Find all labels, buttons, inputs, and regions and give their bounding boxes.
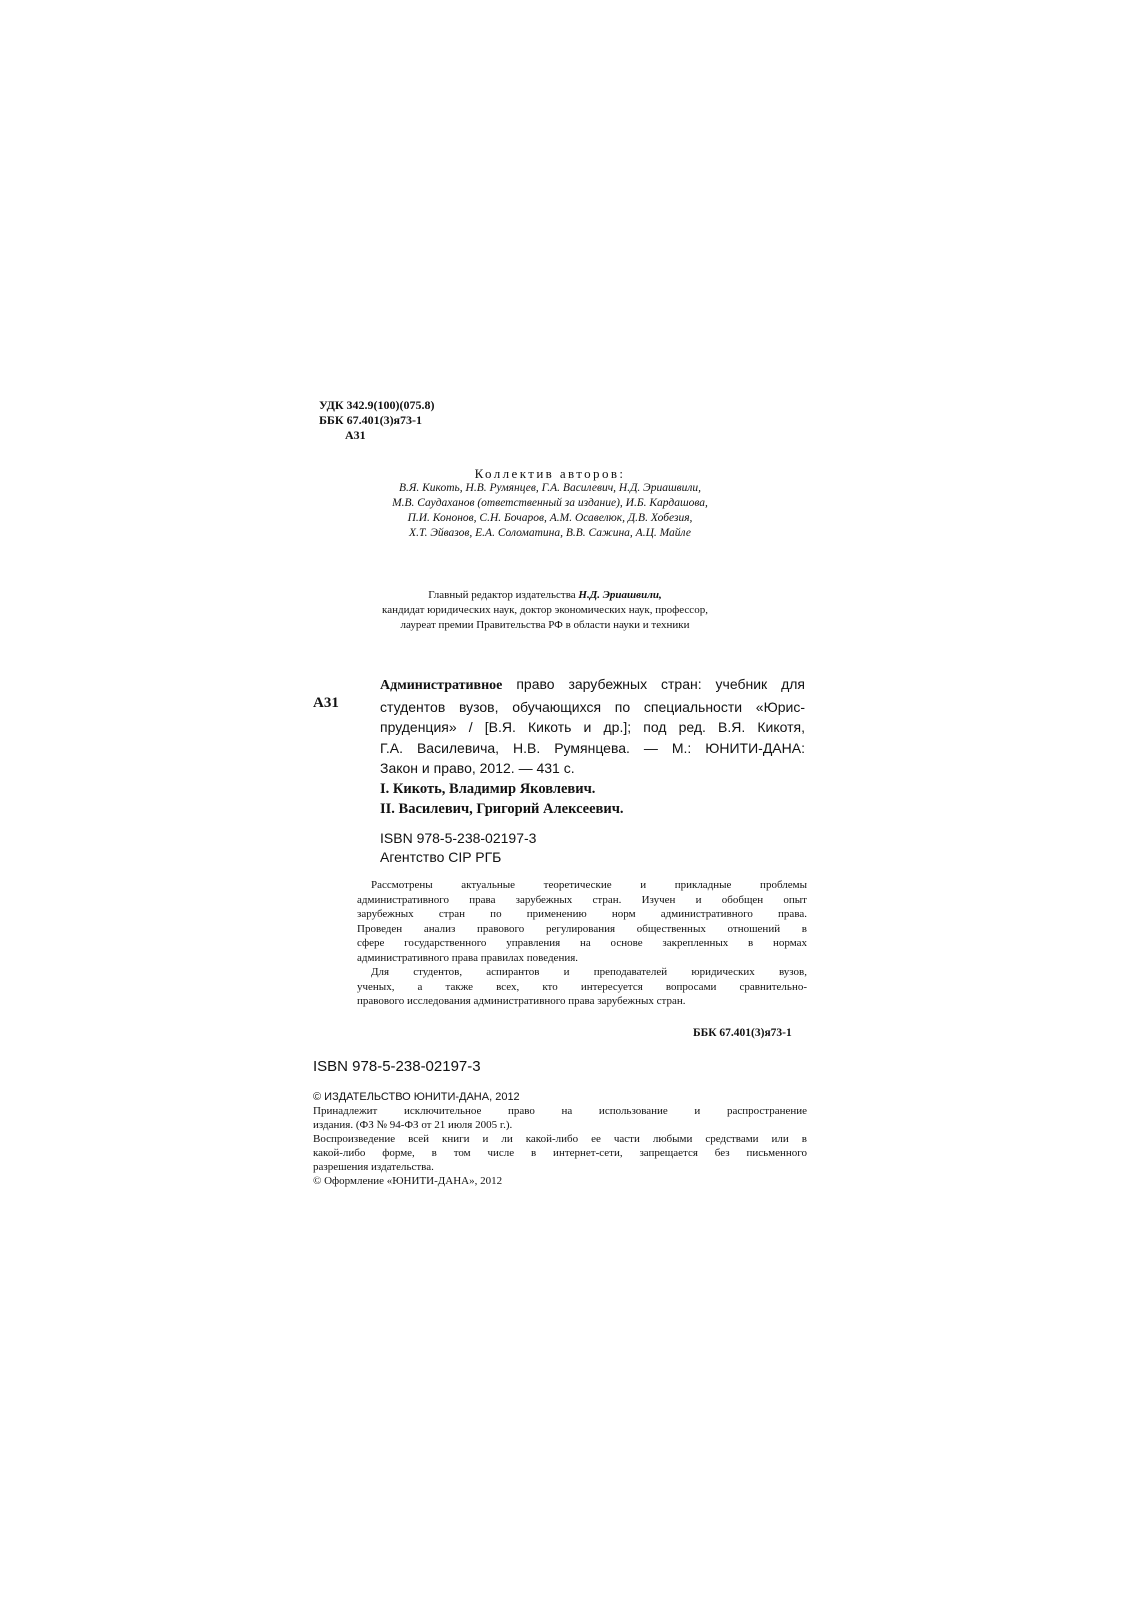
isbn-agency-block [380, 829, 536, 867]
copyright-publisher: © ИЗДАТЕЛЬСТВО ЮНИТИ-ДАНА, 2012 [313, 1091, 520, 1103]
copyright-line: издания. (ФЗ № 94-ФЗ от 21 июля 2005 г.). [313, 1119, 513, 1131]
authors-heading: Коллектив авторов: [474, 466, 626, 481]
annotation-line: сфере государственного управления на основе закрепленных в нормах [357, 937, 807, 949]
copyright-design: © Оформление «ЮНИТИ-ДАНА», 2012 [313, 1175, 503, 1187]
bib-line: пруденция» / [В.Я. Кикоть и др.]; под ред. В.Я. Кикотя, [380, 719, 805, 735]
authors-line: П.И. Кононов, С.Н. Бочаров, А.М. Осавелюк, Д.В. Хобезия, [407, 512, 693, 524]
copyright-line: Воспроизведение всей книги и ли какой-либо ее части любыми средствами или в [313, 1133, 807, 1145]
annotation [357, 878, 807, 1009]
isbn-main: ISBN 978-5-238-02197-3 [313, 1058, 481, 1075]
annotation-line: Проведен анализ правового регулирования общественных отношений в [357, 922, 807, 935]
annotation-line: Рассмотрены актуальные теоретические и прикладные проблемы [371, 879, 807, 891]
copyright-block [313, 1090, 807, 1188]
chief-editor [310, 588, 780, 633]
cip-agency: Агентство CIP РГБ [380, 849, 502, 865]
copyright-line: какой-либо форме, в том числе в интернет-сети, запрещается без письменного [313, 1147, 807, 1159]
authors-line: Х.Т. Эйвазов, Е.А. Соломатина, В.В. Сажина, А.Ц. Майле [409, 527, 691, 539]
annotation-line: зарубежных стран по применению норм административного права. [357, 908, 807, 920]
bibliographic-entry [380, 674, 805, 820]
bib-author-mark: А31 [313, 695, 339, 711]
bbk-code-bottom: ББК 67.401(3)я73-1 [693, 1027, 792, 1039]
bib-isbn: ISBN 978-5-238-02197-3 [380, 830, 537, 846]
bib-line: студентов вузов, обучающихся по специальности «Юрис- [380, 698, 805, 715]
copyright-line: Принадлежит исключительное право на использование и распространение [313, 1105, 807, 1117]
copyright-line: разрешения издательства. [313, 1161, 434, 1173]
authors-line: М.В. Саудаханов (ответственный за издание), И.Б. Кардашова, [392, 497, 708, 509]
annotation-line: правового исследования административного права зарубежных стран. [357, 995, 686, 1007]
bib-title-rest: право зарубежных стран: учебник для [502, 676, 805, 692]
author-mark: А31 [345, 428, 366, 442]
bib-line: Закон и право, 2012. — 431 с. [380, 760, 575, 776]
annotation-line: административного права зарубежных стран. Изучен и обобщен опыт [357, 893, 807, 906]
annotation-line: административного права правилах поведения. [357, 951, 579, 964]
annotation-line: ученых, а также всех, кто интересуется вопросами сравнительно- [357, 980, 807, 993]
bib-author-entry: II. Василевич, Григорий Алексеевич. [380, 801, 624, 817]
editor-line-1 [310, 588, 780, 603]
authors-line: В.Я. Кикоть, Н.В. Румянцев, Г.А. Василевич, Н.Д. Эриашвили, [398, 482, 702, 494]
bbk-code: ББК 67.401(3)я73-1 [319, 413, 423, 427]
annotation-line: Для студентов, аспирантов и преподавателей юридических вузов, [371, 966, 807, 978]
bib-title-lead: Административное [380, 678, 503, 693]
editor-line-2: кандидат юридических наук, доктор экономических наук, профессор, [382, 604, 708, 616]
bib-line: Г.А. Василевича, Н.В. Румянцева. — М.: ЮНИТИ-ДАНА: [380, 739, 805, 756]
editor-line-3: лауреат премии Правительства РФ в области науки и техники [400, 619, 690, 631]
authors-collective [330, 466, 770, 541]
bib-author-entry: I. Кикоть, Владимир Яковлевич. [380, 780, 596, 797]
editor-name: Н.Д. Эриашвили, [578, 589, 662, 601]
editor-prefix: Главный редактор издательства [428, 589, 579, 601]
classification-codes [319, 398, 435, 443]
bib-line [380, 674, 805, 697]
udk-code: УДК 342.9(100)(075.8) [319, 398, 435, 412]
